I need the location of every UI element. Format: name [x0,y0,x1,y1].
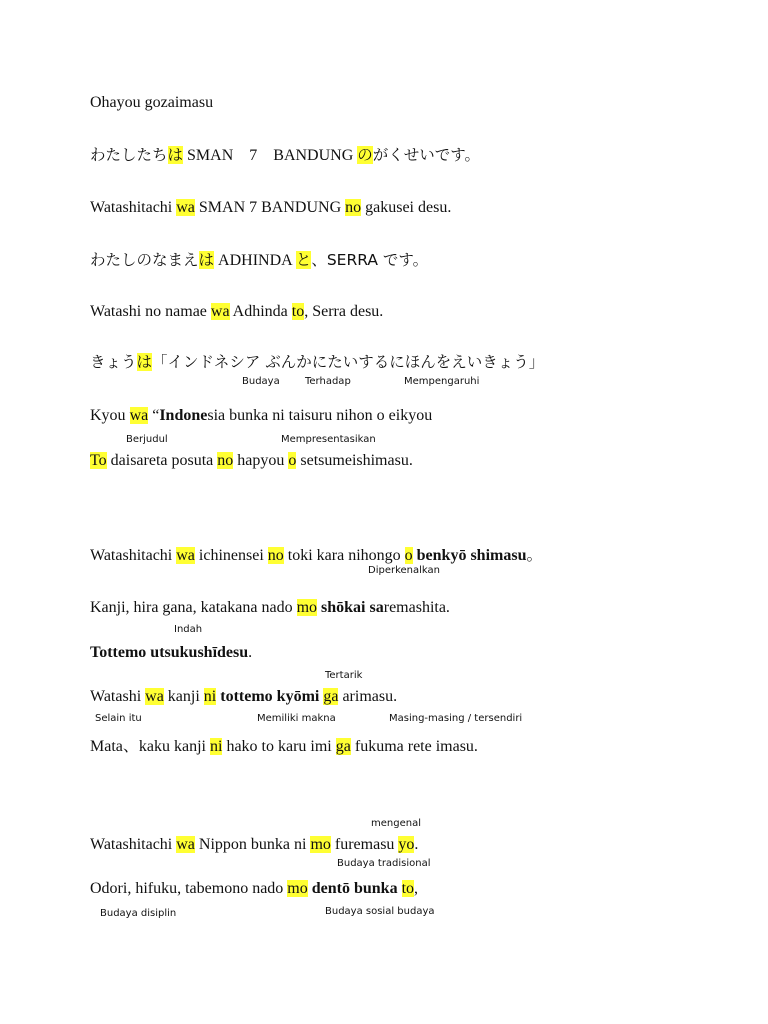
highlighted-particle: は [167,146,184,164]
japanese-topic-line [90,351,544,373]
romaji-beautiful-line [90,642,252,664]
text: SMAN 7 BANDUNG [194,199,346,216]
text [398,880,402,897]
text: kanji [163,688,204,705]
note-budaya-sosial: Budaya sosial budaya [325,906,435,917]
note-indah: Indah [174,624,203,635]
highlighted-particle: to [401,880,415,897]
bold-text: tottemo kyōmi [220,688,320,705]
highlighted-particle: no [217,452,234,469]
highlighted-particle: wa [176,547,195,564]
text: fukuma rete imasu. [350,738,478,755]
note-berjudul: Berjudul [126,434,168,445]
note-tertarik: Tertarik [325,670,363,681]
text: . [414,836,419,853]
text: hapyou [233,452,289,469]
highlighted-particle: wa [176,836,195,853]
text: 。 [526,547,543,564]
note-budaya-disiplin: Budaya disiplin [100,908,177,919]
text: わたしのなまえ [90,251,199,269]
text: Nippon bunka ni [194,836,311,853]
note-terhadap: Terhadap [305,376,351,387]
text: , Serra desu. [304,303,384,320]
highlighted-particle: no [345,199,362,216]
highlighted-particle: ni [203,688,217,705]
romaji-poster-line [90,450,413,472]
bold-text: dentō bunka [311,880,398,897]
highlighted-particle: は [198,251,215,269]
text: setsumeishimasu. [296,452,413,469]
note-selain-itu: Selain itu [95,713,142,724]
note-masing-masing: Masing-masing / tersendiri [389,713,523,724]
text: Adhinda [229,303,292,320]
text: daisareta posuta [106,452,218,469]
bold-text: benkyō shimasu [416,547,527,564]
highlighted-particle: To [90,452,107,469]
text: Odori, hifuku, tabemono nado [90,880,288,897]
highlighted-particle: yo [398,836,415,853]
highlighted-particle: と [295,251,312,269]
text: sia bunka ni taisuru nihon o eikyou [207,407,433,424]
highlighted-particle: mo [287,880,308,897]
romaji-culture-line [90,834,418,856]
bold-text: shōkai sa [321,599,384,616]
text: 、SERRA です。 [311,251,429,269]
text: toki kara nihongo [283,547,405,564]
text: hako to karu imi [222,738,336,755]
text: 「インドネシア ぶんかにたいするにほんをえいきょう」 [152,353,545,371]
bold-text: Tottemo utsukushīdesu [90,644,249,661]
text: Watashi no namae [90,303,211,320]
note-mempresentasikan: Mempresentasikan [281,434,376,445]
note-memiliki-makna: Memiliki makna [257,713,336,724]
highlighted-particle: ni [209,738,223,755]
highlighted-particle: は [136,353,153,371]
highlighted-particle: o [288,452,297,469]
text: Kanji, hira gana, katakana nado [90,599,297,616]
japanese-intro-line [90,144,480,167]
note-diperkenalkan: Diperkenalkan [368,565,441,576]
romaji-topic-line [90,405,432,427]
highlighted-particle: wa [176,199,195,216]
text: gakusei desu. [361,199,452,216]
text: ADHINDA [214,252,296,269]
text: わたしたち [90,146,168,164]
note-budaya-tradisional: Budaya tradisional [337,858,431,869]
highlighted-particle: o [404,547,413,564]
romaji-study-line [90,545,542,567]
text: remashita. [383,599,450,616]
highlighted-particle: mo [310,836,331,853]
text: . [248,644,253,661]
highlighted-particle: no [267,547,284,564]
romaji-kanji-line [90,597,450,619]
text: Ohayou gozaimasu [90,94,214,111]
text: SMAN 7 BANDUNG [183,147,358,164]
highlighted-particle: mo [296,599,318,616]
japanese-name-line [90,249,428,272]
highlighted-particle: ga [323,688,339,705]
text: ichinensei [194,547,268,564]
romaji-name-line [90,301,383,323]
text: Watashitachi [90,547,177,564]
romaji-meaning-line [90,736,478,758]
highlighted-particle: の [357,146,373,164]
romaji-traditions-line [90,878,418,900]
text: Kyou [90,407,130,424]
highlighted-particle: wa [129,407,149,424]
bold-text: Indone [159,407,208,424]
note-budaya: Budaya [242,376,280,387]
text: Watashi [90,688,146,705]
text: furemasu [330,836,399,853]
romaji-interest-line [90,686,397,708]
highlighted-particle: ga [335,738,351,755]
text: がくせいです。 [372,146,481,164]
highlighted-particle: wa [210,303,230,320]
text: “ [148,407,160,424]
text: , [414,880,419,897]
text: きょう [90,353,137,371]
greeting-line [90,92,213,114]
text: arimasu. [338,688,398,705]
highlighted-particle: to [291,303,305,320]
text: Watashitachi [90,836,177,853]
text: Mata、kaku kanji [90,738,210,755]
note-mempengaruhi: Mempengaruhi [404,376,480,387]
romaji-intro-line [90,197,451,219]
text: Watashitachi [90,199,177,216]
note-mengenal: mengenal [371,818,421,829]
highlighted-particle: wa [145,688,164,705]
